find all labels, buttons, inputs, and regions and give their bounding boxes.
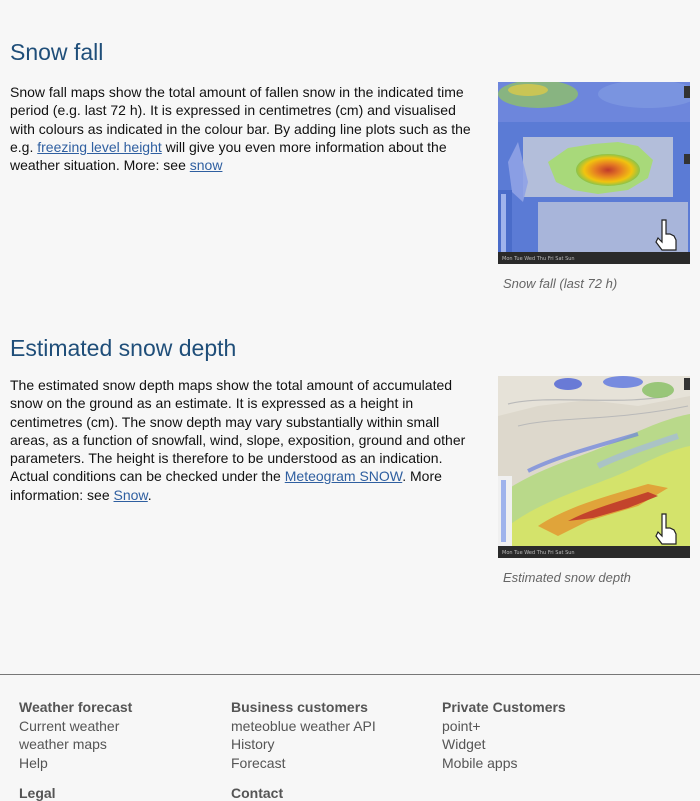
footer-col-business <box>231 698 431 772</box>
svg-text:Mon Tue Wed Thu Fri Sat Sun: Mon Tue Wed Thu Fri Sat Sun <box>502 256 575 262</box>
snow-info-link[interactable]: Snow <box>113 486 148 503</box>
footer-heading-business: Business customers <box>231 699 368 715</box>
footer-link-api[interactable]: meteoblue weather API <box>231 717 376 734</box>
footer-heading-contact: Contact <box>231 785 284 801</box>
footer-divider <box>0 674 700 675</box>
snowdepth-text-3: . <box>147 486 152 503</box>
footer-heading-private: Private Customers <box>442 699 566 715</box>
snow-link[interactable]: snow <box>189 157 223 174</box>
snowfall-text: Snow fall maps show the total amount of fallen snow in the indicated time period (e.g. last 72 h). It is expressed in centimetres (cm) and visualised with colours as indicated in the colour bar. By adding line plots such as the e.g. <box>10 84 471 155</box>
footer-link-widget[interactable]: Widget <box>442 736 486 753</box>
snowdepth-description <box>10 376 478 504</box>
footer-col-weather <box>19 698 219 772</box>
snowfall-description <box>10 83 478 174</box>
snowfall-map-image[interactable] <box>498 82 690 264</box>
snowdepth-section <box>10 334 690 585</box>
footer-link-weather-maps[interactable]: weather maps <box>19 736 107 753</box>
snowdepth-figure <box>498 376 690 585</box>
footer-link-point-plus[interactable]: point+ <box>442 717 481 734</box>
footer-link-history[interactable]: History <box>231 736 275 753</box>
snowdepth-heading: Estimated snow depth <box>10 335 237 361</box>
footer-link-help[interactable]: Help <box>19 754 48 771</box>
footer-link-current-weather[interactable]: Current weather <box>19 717 120 734</box>
snowfall-heading: Snow fall <box>10 39 104 65</box>
snowdepth-text-2: . More information: see <box>10 468 442 503</box>
meteogram-snow-link[interactable]: Meteogram SNOW <box>284 468 403 485</box>
snowdepth-caption: Estimated snow depth <box>503 570 631 585</box>
snowfall-text-2: will give you even more information about the weather situation. More: see <box>10 138 447 174</box>
footer-link-forecast[interactable]: Forecast <box>231 754 286 771</box>
footer-link-mobile-apps[interactable]: Mobile apps <box>442 754 518 771</box>
footer-heading-weather: Weather forecast <box>19 699 133 715</box>
snowfall-section <box>10 38 690 291</box>
snowfall-caption: Snow fall (last 72 h) <box>503 276 618 291</box>
snowdepth-text: The estimated snow depth maps show the total amount of accumulated snow on the ground as an estimate. It is expressed as a height in centimetres (cm). The snow depth may vary substantially within small areas, as a function of snowfall, wind, slope, exposition, ground and other parameters. The height is therefore to be understood as an indication. Actual conditions can be checked under the <box>10 377 466 485</box>
freezing-level-link[interactable]: freezing level height <box>37 138 162 155</box>
svg-text:Mon Tue Wed Thu Fri Sat Sun: Mon Tue Wed Thu Fri Sat Sun <box>502 550 575 556</box>
snowfall-figure <box>498 82 690 291</box>
footer-heading-legal: Legal <box>19 785 56 801</box>
footer-col-private <box>442 698 642 772</box>
snowdepth-map-image[interactable] <box>498 376 690 558</box>
